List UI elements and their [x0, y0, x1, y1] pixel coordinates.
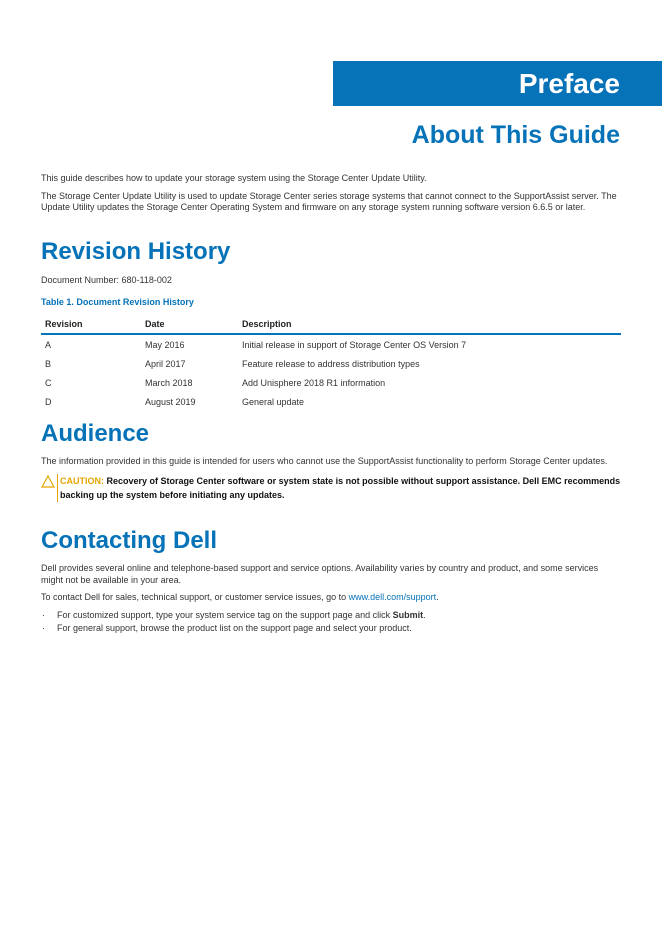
- table-row: [41, 354, 621, 373]
- cell-description: Feature release to address distribution types: [242, 358, 420, 369]
- cell-date: May 2016: [145, 339, 185, 350]
- cell-date: August 2019: [145, 396, 196, 407]
- col-revision: Revision: [41, 315, 141, 334]
- cell-revision: C: [45, 377, 52, 388]
- contacting-dell-heading: Contacting Dell: [41, 527, 218, 554]
- cell-date: April 2017: [145, 358, 186, 369]
- intro-paragraph-1: This guide describes how to update your storage system using the Storage Center Update Utility.: [41, 173, 427, 183]
- caution-divider: [57, 474, 58, 502]
- cell-description: General update: [242, 396, 305, 407]
- dell-support-link[interactable]: www.dell.com/support: [348, 592, 437, 602]
- cell-date: March 2018: [145, 377, 193, 388]
- cell-description: Add Unisphere 2018 R1 information: [242, 377, 386, 388]
- col-date: Date: [141, 315, 238, 334]
- intro-section: [41, 173, 621, 214]
- page-title: About This Guide: [411, 121, 620, 149]
- revision-table: [41, 315, 621, 411]
- caution-text: Recovery of Storage Center software or system state is not possible without support assistance. Dell EMC recommends backing up the system before initiating any updates.: [60, 475, 621, 500]
- audience-section: [41, 420, 621, 502]
- table-row: [41, 373, 621, 392]
- contact-section: [41, 527, 621, 635]
- table-row: [41, 334, 621, 354]
- list-item: [41, 609, 621, 622]
- caution-label: CAUTION:: [60, 475, 104, 486]
- contact-paragraph-2: [41, 592, 621, 604]
- cell-revision: A: [45, 339, 52, 350]
- contact-paragraph-1: Dell provides several online and telephone-based support and service options. Availability varies by country and product, and some services might not be available in your area.: [41, 563, 599, 585]
- list-item: · For general support, browse the product list on the support page and select your product.: [41, 622, 621, 635]
- caution-note: [41, 474, 621, 502]
- table-caption: Table 1. Document Revision History: [41, 296, 194, 307]
- revision-section: [41, 238, 621, 411]
- col-description: Description: [238, 315, 621, 334]
- caution-icon: [41, 475, 55, 488]
- bullet-1-period: .: [423, 609, 426, 620]
- audience-heading: Audience: [41, 420, 150, 447]
- support-options-list: [41, 609, 621, 635]
- cell-revision: D: [45, 396, 52, 407]
- revision-history-heading: Revision History: [41, 238, 231, 265]
- table-row: [41, 392, 621, 411]
- contact-period: .: [436, 592, 439, 602]
- table-header-row: [41, 315, 621, 334]
- audience-paragraph: The information provided in this guide is intended for users who cannot use the SupportAssist functionality to perform Storage Center updates.: [41, 456, 608, 466]
- cell-revision: B: [45, 358, 52, 369]
- intro-paragraph-2: The Storage Center Update Utility is used to update Storage Center series storage systems that cannot connect to the SupportAssist server. The Update Utility updates the Storage Center Operating System and firmware on any storage system running software version 6.6.5 or later.: [41, 190, 617, 212]
- preface-banner: Preface: [333, 61, 662, 106]
- bullet-1-text: For customized support, type your system service tag on the support page and click: [57, 609, 393, 620]
- cell-description: Initial release in support of Storage Center OS Version 7: [242, 339, 467, 350]
- document-number: Document Number: 680-118-002: [41, 275, 172, 285]
- submit-term: Submit: [392, 609, 424, 620]
- contact-text: To contact Dell for sales, technical support, or customer service issues, go to: [41, 592, 349, 602]
